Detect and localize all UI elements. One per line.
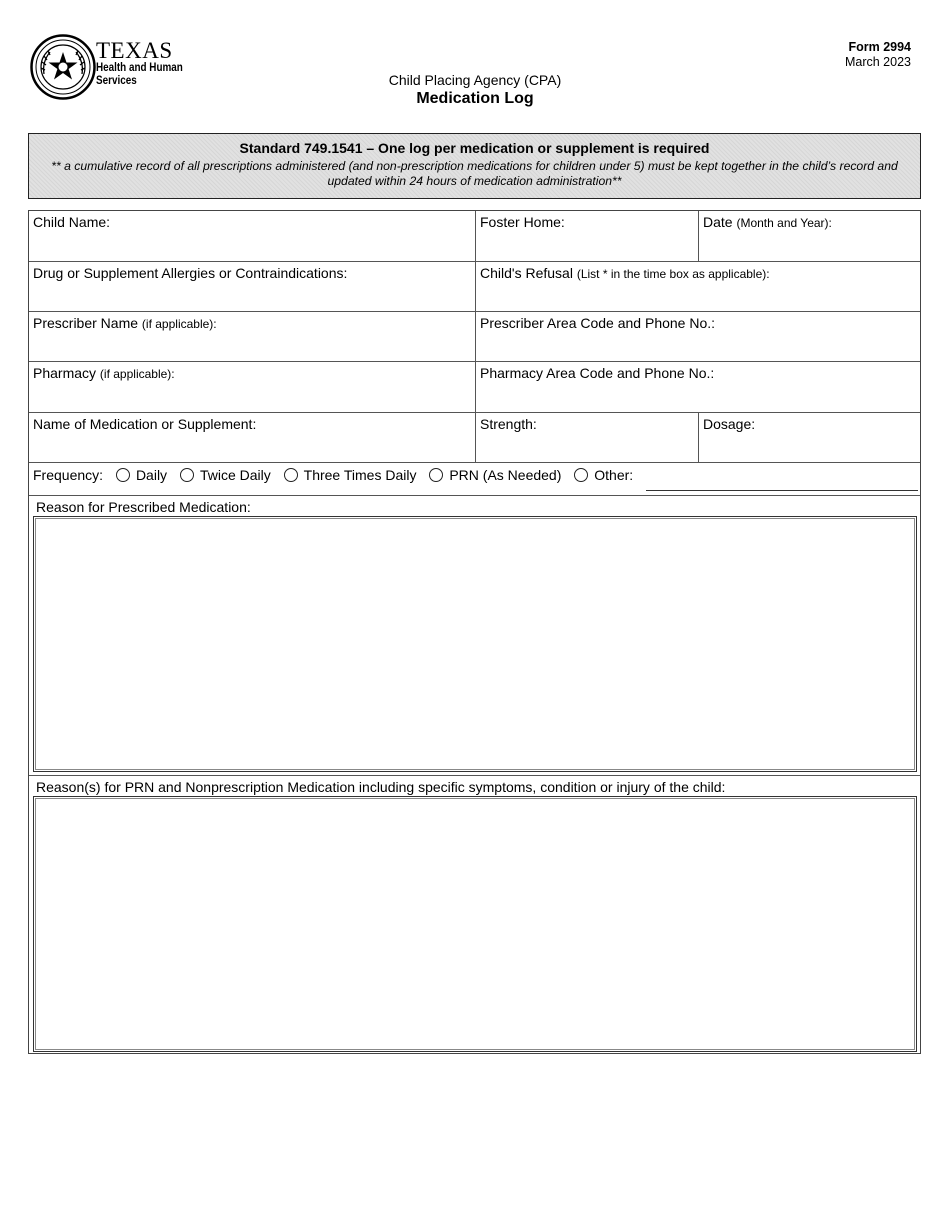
radio-button[interactable] [574, 468, 588, 482]
textarea-inner-border [35, 798, 915, 1050]
medication-name-field[interactable] [29, 413, 475, 462]
dosage-field[interactable] [699, 413, 920, 462]
standard-heading: Standard 749.1541 – One log per medication or supplement is required [239, 140, 710, 156]
option-label: PRN (As Needed) [449, 467, 562, 483]
date-label: Date [703, 214, 733, 230]
frequency-option-twice-daily[interactable] [180, 467, 271, 484]
form-number: Form 2994 [848, 40, 911, 54]
foster-home-field[interactable] [476, 211, 698, 261]
pharmacy-hint: (if applicable): [99, 367, 175, 381]
radio-button[interactable] [116, 468, 130, 482]
pharmacy-field[interactable] [29, 362, 475, 412]
medication-name-label: Name of Medication or Supplement: [33, 416, 257, 432]
frequency-option-other[interactable] [574, 467, 633, 484]
frequency-row [33, 467, 633, 484]
strength-label: Strength: [480, 416, 537, 432]
medication-form [28, 210, 921, 1054]
reason-prescribed-textarea[interactable] [33, 516, 917, 772]
title-block [0, 72, 950, 109]
frequency-option-three-times-daily[interactable] [284, 467, 417, 484]
allergies-field[interactable] [29, 262, 475, 311]
row-divider [29, 462, 920, 463]
pharmacy-phone-label: Pharmacy Area Code and Phone No.: [480, 365, 715, 381]
page-title: Medication Log [416, 90, 534, 107]
option-label: Three Times Daily [303, 467, 417, 483]
prescriber-phone-field[interactable] [476, 312, 920, 361]
frequency-option-daily[interactable] [116, 467, 167, 484]
child-name-field[interactable] [29, 211, 475, 261]
pharmacy-label: Pharmacy [33, 365, 97, 381]
prescriber-phone-label: Prescriber Area Code and Phone No.: [480, 315, 716, 331]
form-date: March 2023 [844, 55, 911, 69]
pharmacy-phone-field[interactable] [476, 362, 920, 412]
textarea-inner-border [35, 518, 915, 770]
foster-home-label: Foster Home: [480, 214, 565, 230]
reason-prescribed-label: Reason for Prescribed Medication: [36, 499, 251, 515]
logo-line-2: Services [96, 75, 137, 87]
refusal-label: Child's Refusal [480, 265, 573, 281]
refusal-hint: (List * in the time box as applicable): [576, 267, 770, 281]
row-divider [29, 775, 920, 776]
frequency-option-prn[interactable] [429, 467, 561, 484]
allergies-label: Drug or Supplement Allergies or Contraindications: [33, 265, 348, 281]
prescriber-label: Prescriber Name [33, 315, 139, 331]
reason-prn-textarea[interactable] [33, 796, 917, 1052]
dosage-label: Dosage: [703, 416, 756, 432]
option-label: Daily [135, 467, 168, 483]
radio-button[interactable] [429, 468, 443, 482]
other-frequency-input[interactable] [646, 490, 918, 491]
option-label: Twice Daily [199, 467, 271, 483]
date-hint: (Month and Year): [736, 216, 832, 230]
radio-button[interactable] [284, 468, 298, 482]
logo-texas: TEXAS [96, 38, 173, 63]
date-field[interactable] [699, 211, 920, 261]
standard-note: ** a cumulative record of all prescriptions administered (and non-prescription medications for children under 5) must be kept together in the child’s record and updated within 24 hours of medication administration** [51, 159, 898, 188]
standard-banner [28, 133, 921, 199]
child-name-label: Child Name: [33, 214, 111, 230]
radio-button[interactable] [180, 468, 194, 482]
reason-prn-label: Reason(s) for PRN and Nonprescription Medication including specific symptoms, condition or injury of the child: [36, 779, 726, 795]
refusal-field[interactable] [476, 262, 920, 311]
prescriber-name-field[interactable] [29, 312, 475, 361]
strength-field[interactable] [476, 413, 698, 462]
row-divider [29, 495, 920, 496]
form-identifier [845, 40, 911, 70]
option-label: Other: [594, 467, 634, 483]
logo-line-1: Health and Human [96, 62, 183, 74]
prescriber-hint: (if applicable): [141, 317, 217, 331]
page-subtitle: Child Placing Agency (CPA) [388, 72, 562, 88]
frequency-label: Frequency: [33, 467, 104, 483]
